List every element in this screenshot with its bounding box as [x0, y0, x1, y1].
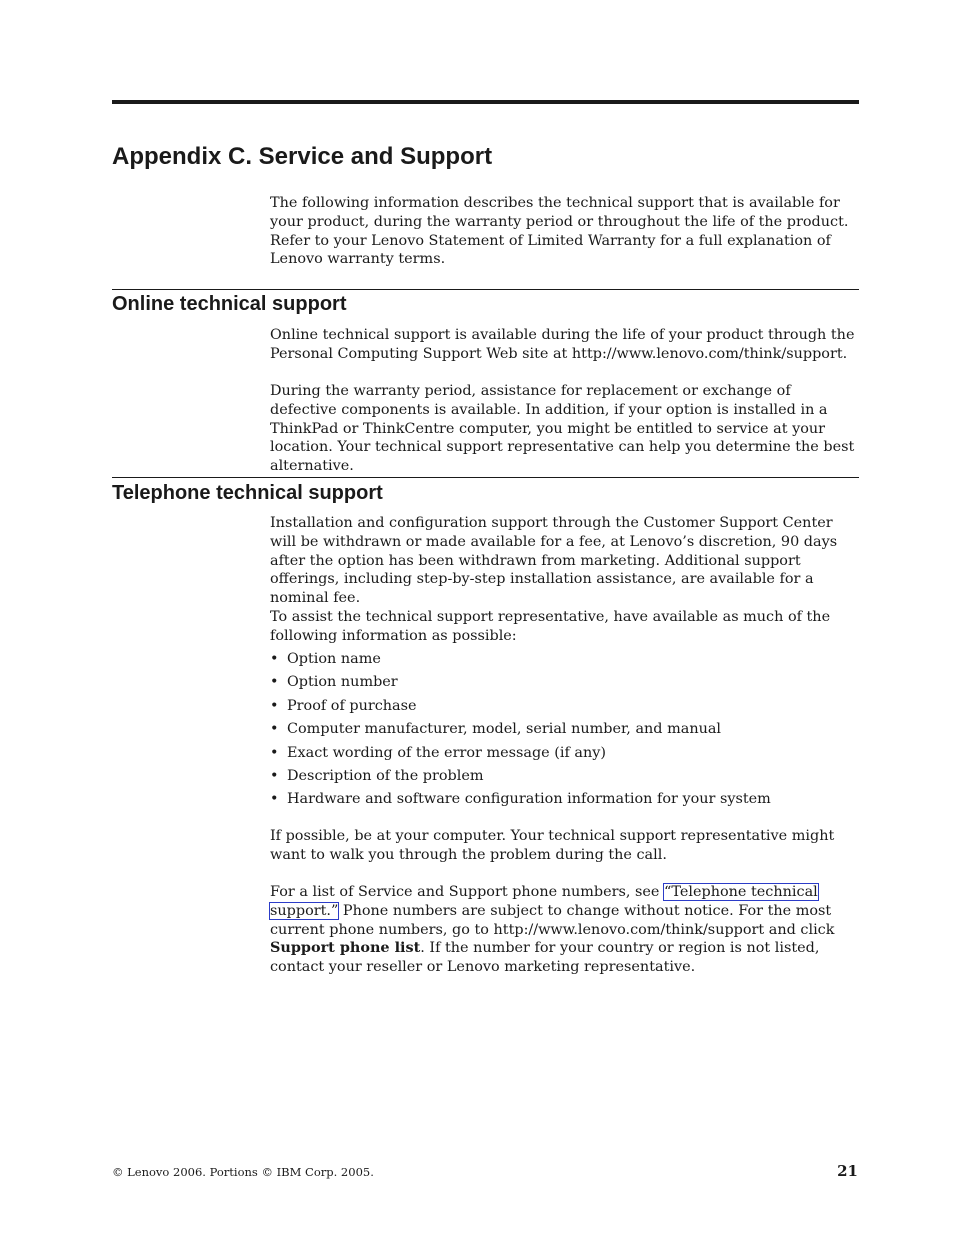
- list-item: • Option name: [270, 651, 381, 667]
- telephone-paragraph-3: If possible, be at your computer. Your technical support representative might want to walk you through the problem during the call.: [270, 828, 835, 863]
- online-paragraph-1: Online technical support is available during the life of your product through the Personal Computing Support Web site at http://www.lenovo.com/think/support.: [270, 327, 855, 362]
- section-divider: [112, 477, 859, 478]
- page-title: Appendix C. Service and Support: [112, 143, 493, 170]
- online-paragraph-2: During the warranty period, assistance for replacement or exchange of defective components is available. In addition, if your option is installed in a ThinkPad or ThinkCentre computer, you might be entitled to service at your location. Your technical support representative can help you determine the best alternative.: [270, 383, 855, 475]
- intro-paragraph: The following information describes the technical support that is available for your product, during the warranty period or throughout the life of the product. Refer to your Lenovo Statement of Limited Warranty for a full explanation of Lenovo warranty terms.: [270, 195, 849, 268]
- top-divider: [112, 100, 859, 104]
- telephone-support-link[interactable]: “Telephone technical: [664, 884, 818, 900]
- telephone-support-link-continued[interactable]: support.”: [270, 902, 339, 919]
- information-list: [270, 650, 860, 814]
- list-item: • Computer manufacturer, model, serial number, and manual: [270, 721, 722, 738]
- list-item: • Option number: [270, 674, 398, 691]
- telephone-paragraph-4: For a list of Service and Support phone numbers, see “Telephone technical support.” Phone numbers are subject to change without notice. For the most current phone numbers, go to http://www.lenovo.com/think/support and click Support phone list. If the number for your country or region is not listed, contact your reseller or Lenovo marketing representative.: [270, 884, 835, 976]
- telephone-support-heading: Telephone technical support: [112, 482, 383, 504]
- list-item: • Hardware and software configuration information for your system: [270, 791, 771, 808]
- list-item: • Description of the problem: [270, 767, 484, 784]
- telephone-paragraph-1: Installation and configuration support through the Customer Support Center will be withdrawn or made available for a fee, at Lenovo’s discretion, 90 days after the option has been withdrawn from marketing. Additional support offerings, including step-by-step installation assistance, are available for a nominal fee.: [270, 515, 838, 607]
- online-support-heading: Online technical support: [112, 293, 347, 315]
- section-divider: [112, 289, 859, 290]
- support-phone-list-label: Support phone list: [270, 939, 421, 957]
- list-item: • Exact wording of the error message (if any): [270, 744, 606, 761]
- page-number: 21: [837, 1162, 858, 1180]
- footer-copyright: © Lenovo 2006. Portions © IBM Corp. 2005.: [112, 1165, 374, 1179]
- list-item: • Proof of purchase: [270, 697, 417, 714]
- telephone-paragraph-2: To assist the technical support representative, have available as much of the following information as possible:: [270, 609, 831, 644]
